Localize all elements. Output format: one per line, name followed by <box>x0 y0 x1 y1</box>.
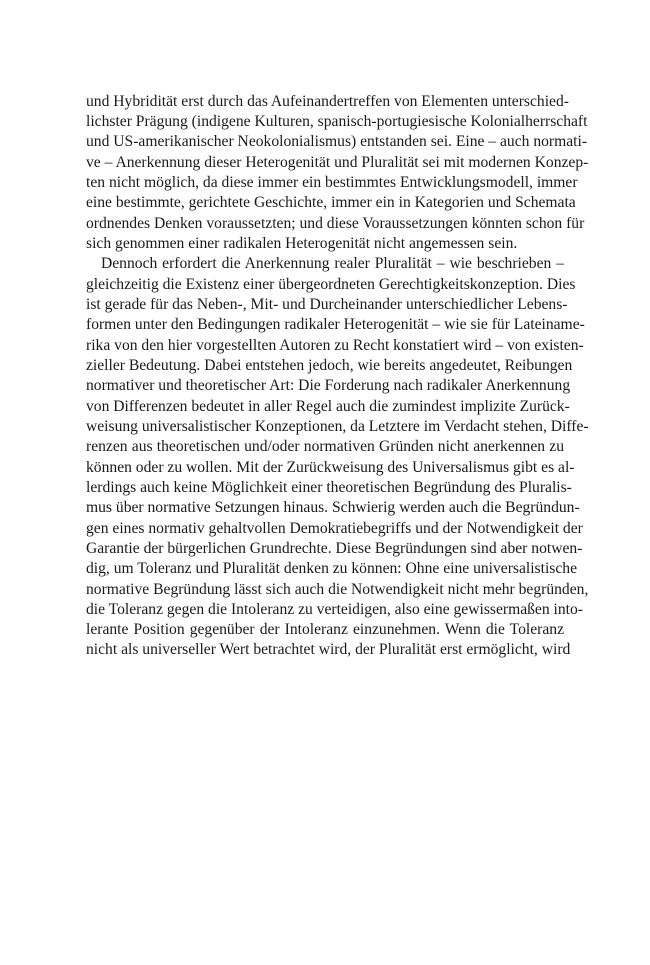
text-line: weisung universalistischer Konzeptionen, da Letztere im Verdacht stehen, Diffe- <box>86 418 589 435</box>
text-line: dig, um Toleranz und Pluralität denken zu können: Ohne eine universalistische <box>86 560 577 577</box>
text-line: von Differenzen bedeutet in aller Regel auch die zumindest implizite Zurück- <box>86 398 570 415</box>
text-line: ve – Anerkennung dieser Heterogenität und Pluralität sei mit modernen Konzep- <box>86 154 589 171</box>
text-line: gen eines normativ gehaltvollen Demokratiebegriffs und der Notwendigkeit der <box>86 520 583 537</box>
text-line: lerdings auch keine Möglichkeit einer theoretischen Begründung des Pluralis- <box>86 479 572 496</box>
text-line: eine bestimmte, gerichtete Geschichte, immer ein in Kategorien und Schemata <box>86 194 576 211</box>
text-line: ten nicht möglich, da diese immer ein bestimmtes Entwicklungsmodell, immer <box>86 174 578 191</box>
text-line: renzen aus theoretischen und/oder normativen Gründen nicht anerkennen zu <box>86 438 564 455</box>
text-line: und US-amerikanischer Neokolonialismus) entstanden sei. Eine – auch normati- <box>86 133 588 150</box>
text-line: Dennoch erfordert die Anerkennung realer Pluralität – wie beschrieben – <box>101 255 564 272</box>
text-line: lichster Prägung (indigene Kulturen, spanisch-portugiesische Kolonialherrschaft <box>86 113 588 130</box>
text-line: rika von den hier vorgestellten Autoren zu Recht konstatiert wird – von existen- <box>86 337 584 354</box>
text-line: die Toleranz gegen die Intoleranz zu verteidigen, also eine gewissermaßen into- <box>86 601 583 618</box>
text-line: sich genommen einer radikalen Heterogenität nicht angemessen sein. <box>86 235 518 252</box>
text-line: gleichzeitig die Existenz einer übergeordneten Gerechtigkeitskonzeption. Dies <box>86 276 576 293</box>
text-line: und Hybridität erst durch das Aufeinandertreffen von Elementen unterschied- <box>86 93 569 110</box>
text-line: können oder zu wollen. Mit der Zurückweisung des Universalismus gibt es al- <box>86 459 575 476</box>
text-line: Garantie der bürgerlichen Grundrechte. Diese Begründungen sind aber notwen- <box>86 540 583 557</box>
text-line: zieller Bedeutung. Dabei entstehen jedoch, wie bereits angedeutet, Reibungen <box>86 357 573 374</box>
text-line: normative Begründung lässt sich auch die Notwendigkeit nicht mehr begründen, <box>86 581 589 598</box>
text-line: nicht als universeller Wert betrachtet wird, der Pluralität erst ermöglicht, wird <box>86 641 571 658</box>
text-line: normativer und theoretischer Art: Die Forderung nach radikaler Anerkennung <box>86 377 571 394</box>
text-line: ordnendes Denken voraussetzten; und diese Voraussetzungen könnten schon für <box>86 215 585 232</box>
text-line: ist gerade für das Neben-, Mit- und Durcheinander unterschiedlicher Lebens- <box>86 296 568 313</box>
text-line: formen unter den Bedingungen radikaler Heterogenität – wie sie für Lateiname- <box>86 316 585 333</box>
text-line: mus über normative Setzungen hinaus. Schwierig werden auch die Begründun- <box>86 499 580 516</box>
text-line: lerante Position gegenüber der Intoleranz einzunehmen. Wenn die Toleranz <box>86 621 564 638</box>
